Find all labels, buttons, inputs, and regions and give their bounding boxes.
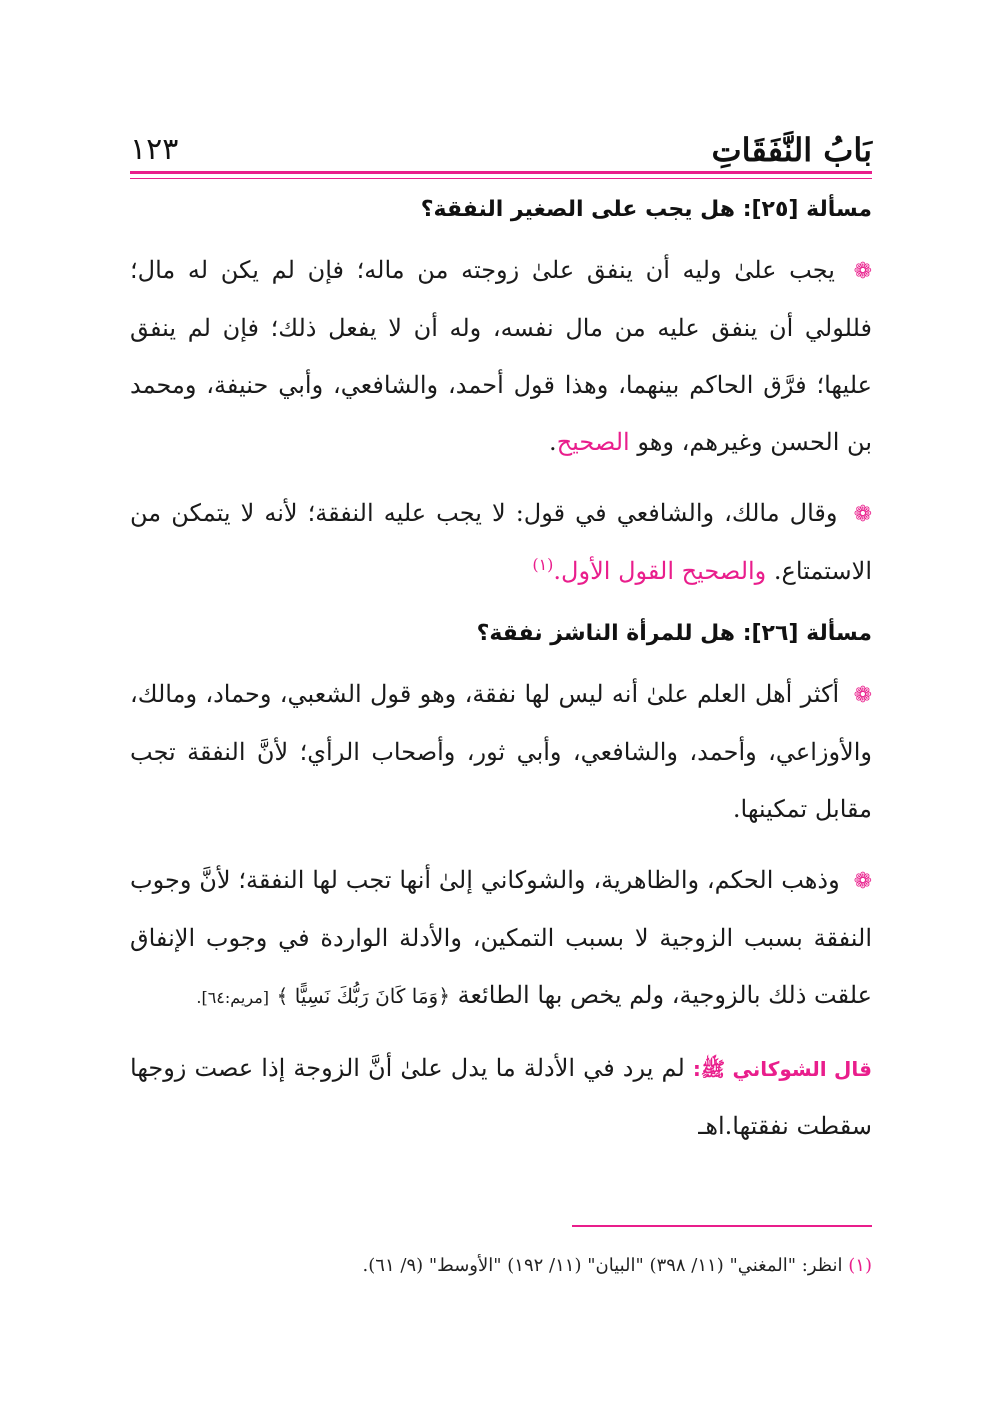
- flower-bullet-icon: ❁: [853, 259, 872, 284]
- paragraph: [130, 485, 872, 600]
- question-heading-26: مسألة [٢٦]: هل للمرأة الناشز نفقة؟: [476, 621, 872, 646]
- page-number: ١٢٣: [130, 132, 179, 167]
- verse-citation: [مريم:٦٤].: [196, 988, 270, 1007]
- paragraph: [130, 666, 872, 838]
- chapter-title: بَابُ النَّفَقَاتِ: [711, 131, 872, 169]
- quran-verse: ﴿وَمَا كَانَ رَبُّكَ نَسِيًّا ﴾: [276, 984, 450, 1008]
- highlight-text: الصحيح: [556, 428, 630, 456]
- page: [130, 0, 872, 1418]
- paragraph-text: وقال مالك، والشافعي في قول: لا يجب عليه النفقة؛ لأنه لا يتمكن من الاستمتاع.: [130, 499, 872, 585]
- header-divider-thick: [130, 171, 872, 174]
- quote-text: لم يرد في الأدلة ما يدل علىٰ أنَّ الزوجة إذا عصت زوجها سقطت نفقتها.اهـ: [130, 1054, 872, 1140]
- footnote: [130, 1250, 872, 1282]
- flower-bullet-icon: ❁: [853, 502, 872, 527]
- flower-bullet-icon: ❁: [853, 869, 872, 894]
- paragraph-text: يجب علىٰ وليه أن ينفق علىٰ زوجته من ماله؛ فإن لم يكن له مال؛ فللولي أن ينفق عليه من مال نفسه، وله أن لا يفعل ذلك؛ فإن لم ينفق عليها؛ فرَّق الحاكم بينهما، وهذا قول أحمد، والشافعي، وأبي حنيفة، ومحمد بن الحسن وغيرهم، وهو: [130, 256, 872, 456]
- flower-bullet-icon: ❁: [853, 683, 872, 708]
- speaker-name: قال الشوكاني ﷺ:: [692, 1057, 872, 1081]
- footnote-number: (١): [848, 1255, 872, 1276]
- question-heading-25: مسألة [٢٥]: هل يجب على الصغير النفقة؟: [420, 197, 872, 222]
- quote-paragraph: [130, 1040, 872, 1155]
- paragraph: [130, 242, 872, 471]
- paragraph: [130, 852, 872, 1026]
- highlight-text: والصحيح القول الأول.: [553, 557, 767, 585]
- header-divider-thin: [130, 178, 872, 179]
- main-content: [130, 190, 872, 1169]
- paragraph-end: .: [549, 428, 557, 456]
- footnote-text: انظر: "المغني" (١١/ ٣٩٨) "البيان" (١١/ ١٩٢) "الأوسط" (٩/ ٦١).: [362, 1255, 843, 1276]
- paragraph-text: وذهب الحكم، والظاهرية، والشوكاني إلىٰ أنها تجب لها النفقة؛ لأنَّ وجوب النفقة بسبب الزوجية لا بسبب التمكين، والأدلة الواردة في وجوب الإنفاق علقت ذلك بالزوجية، ولم يخص بها الطائعة: [130, 866, 872, 1009]
- footnote-reference[interactable]: (١): [532, 555, 554, 574]
- footnote-divider: [572, 1225, 872, 1227]
- page-header: [130, 126, 872, 174]
- paragraph-text: أكثر أهل العلم علىٰ أنه ليس لها نفقة، وهو قول الشعبي، وحماد، ومالك، والأوزاعي، وأحمد، والشافعي، وأبي ثور، وأصحاب الرأي؛ لأنَّ النفقة تجب مقابل تمكينها.: [130, 680, 873, 823]
